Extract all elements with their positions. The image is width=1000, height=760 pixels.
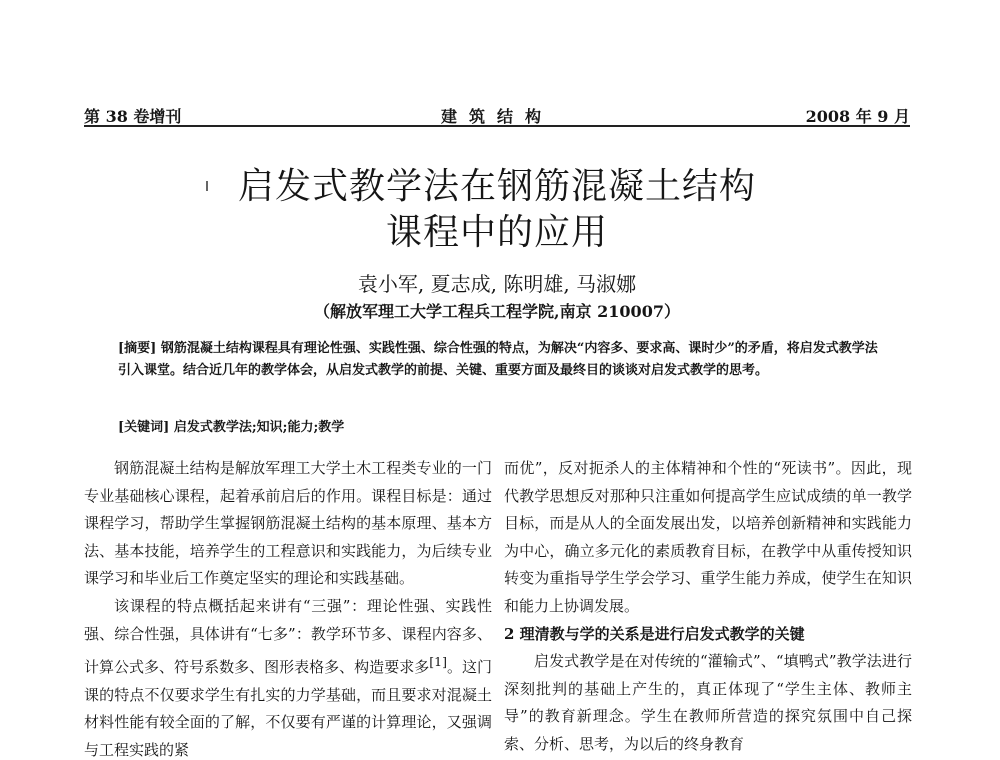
keywords-label: [关键词]: [118, 420, 170, 435]
paragraph-text: 。这门课的特点不仅要求学生有扎实的力学基础，而且要求对混凝土材料性能有较全面的了解，不仅要有严谨的计算理论，又强调与工程实践的紧: [84, 658, 492, 759]
abstract: [118, 338, 878, 382]
abstract-label: [摘要]: [118, 341, 157, 356]
body-right-column: [504, 455, 912, 759]
section-heading: 2 理清教与学的关系是进行启发式教学的关键: [504, 624, 805, 643]
authors: 袁小军, 夏志成, 陈明雄, 马淑娜: [357, 272, 637, 296]
paragraph: 启发式教学是在对传统的“灌输式”、“填鸭式”教学法进行深刻批判的基础上产生的，真正体现了“学生主体、教师主导”的教育新理念。学生在教师所营造的探究氛围中自己探索、分析、思考，为以后的终身教育: [504, 652, 912, 753]
paragraph: 而优”，反对扼杀人的主体精神和个性的“死读书”。因此，现代教学思想反对那种只注重如何提高学生应试成绩的单一教学目标，而是从人的全面发展出发，以培养创新精神和实践能力为中心，确立多元化的素质教育目标，在教学中从重传授知识转变为重指导学生学会学习、重学生能力养成，使学生在知识和能力上协调发展。: [504, 459, 912, 615]
citation-ref: [1]: [429, 654, 447, 670]
keywords-text: 启发式教学法;知识;能力;教学: [173, 420, 345, 435]
header-date: 2008 年 9 月: [805, 107, 910, 126]
body-left-column: [84, 455, 492, 760]
paragraph: 钢筋混凝土结构是解放军理工大学土木工程类专业的一门专业基础核心课程，起着承前启后的作用。课程目标是：通过课程学习，帮助学生掌握钢筋混凝土结构的基本原理、基本方法、基本技能，培养学生的工程意识和实践能力，为后续专业课学习和毕业后工作奠定坚实的理论和实践基础。: [84, 459, 492, 588]
keywords: [118, 416, 878, 435]
paper-title-line-2: 课程中的应用: [385, 212, 608, 253]
abstract-text: 钢筋混凝土结构课程具有理论性强、实践性强、综合性强的特点，为解决“内容多、要求高、课时少”的矛盾，将启发式教学法引入课堂。结合近几年的教学体会，从启发式教学的前提、关键、重要方面及最终目的谈谈对启发式教学的思考。: [118, 341, 878, 378]
paper-title-line-1: 启发式教学法在钢筋混凝土结构: [237, 166, 756, 207]
affiliation: （解放军理工大学工程兵工程学院,南京 210007）: [314, 302, 680, 321]
header-volume: 第 38 卷增刊: [84, 107, 182, 126]
paragraph: [84, 593, 492, 760]
paragraph-text: 该课程的特点概括起来讲有“三强”：理论性强、实践性强、综合性强，具体讲有“七多”：教学环节多、课程内容多、计算公式多、符号系数多、图形表格多、构造要求多: [84, 596, 492, 677]
header-journal-name: 建筑结构: [440, 107, 554, 126]
header-rule: [84, 125, 910, 127]
